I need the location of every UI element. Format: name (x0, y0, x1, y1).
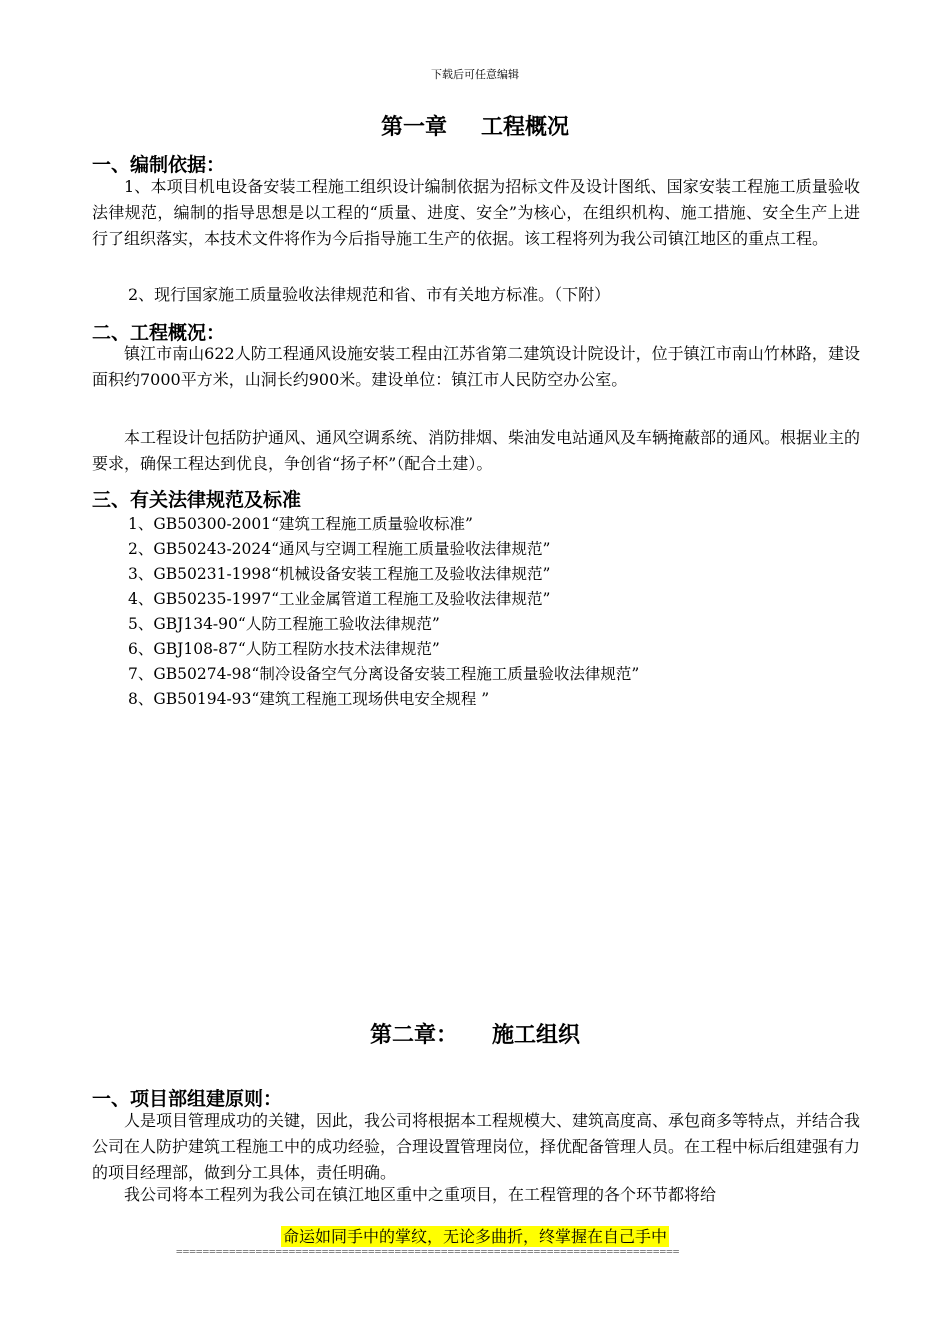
section-heading-standards: 三、有关法律规范及标准 (92, 489, 302, 511)
list-item: 7、GB50274-98“制冷设备空气分离设备安装工程施工质量验收法律规范” (128, 665, 640, 683)
paragraph-basis-2: 2、现行国家施工质量验收法律规范和省、市有关地方标准。（下附） (128, 285, 611, 304)
chapter-1-name: 工程概况 (481, 115, 570, 140)
list-item: 3、GB50231-1998“机械设备安装工程施工及验收法律规范” (128, 565, 551, 583)
chapter-1-title (0, 110, 950, 141)
page-header: 下载后可任意编辑 (431, 68, 519, 81)
chapter-2-label: 第二章： (369, 1023, 458, 1048)
list-item: 8、GB50194-93“建筑工程施工现场供电安全规程 ” (128, 690, 490, 708)
section-heading-basis: 一、编制依据： (92, 154, 226, 176)
paragraph-overview-2: 本工程设计包括防护通风、通风空调系统、消防排烟、柴油发电站通风及车辆掩蔽部的通风。根据业主的要求，确保工程达到优良，争创省“扬子杯”（配合土建）。 (92, 428, 861, 473)
section-heading-overview: 二、工程概况： (92, 322, 226, 344)
list-item: 2、GB50243-2024“通风与空调工程施工质量验收法律规范” (128, 540, 551, 558)
list-item: 6、GBJ108-87“人防工程防水技术法律规范” (128, 640, 440, 658)
paragraph-project-department-2: 我公司将本工程列为我公司在镇江地区重中之重项目，在工程管理的各个环节都将给 (124, 1185, 717, 1204)
chapter-2-title (0, 1018, 950, 1049)
paragraph-overview-1: 镇江市南山622人防工程通风设施安装工程由江苏省第二建筑设计院设计，位于镇江市南山竹林路，建设面积约7000平方米，山洞长约900米。建设单位：镇江市人民防空办公室。 (92, 344, 860, 389)
footer-divider: ============================================================================ (176, 1246, 680, 1258)
chapter-1-label: 第一章 (380, 115, 447, 140)
list-item: 4、GB50235-1997“工业金属管道工程施工及验收法律规范” (128, 590, 551, 608)
standards-list (128, 512, 639, 712)
chapter-2-name: 施工组织 (492, 1023, 581, 1048)
footer-slogan-text: 命运如同手中的掌纹，无论多曲折，终掌握在自己手中 (282, 1227, 667, 1246)
footer-slogan (0, 1224, 950, 1247)
list-item: 1、GB50300-2001“建筑工程施工质量验收标准” (128, 515, 473, 533)
paragraph-basis-1: 1、本项目机电设备安装工程施工组织设计编制依据为招标文件及设计图纸、国家安装工程施工质量验收法律规范，编制的指导思想是以工程的“质量、进度、安全”为核心，在组织机构、施工措施、安全生产上进行了组织落实，本技术文件将作为今后指导施工生产的依据。该工程将列为我公司镇江地区的重点工程。 (92, 177, 860, 248)
list-item: 5、GBJ134-90“人防工程施工验收法律规范” (128, 615, 440, 633)
paragraph-project-department-1: 人是项目管理成功的关键，因此，我公司将根据本工程规模大、建筑高度高、承包商多等特点，并结合我公司在人防护建筑工程施工中的成功经验，合理设置管理岗位，择优配备管理人员。在工程中标后组建强有力的项目经理部，做到分工具体，责任明确。 (92, 1111, 861, 1182)
section-heading-project-department: 一、项目部组建原则： (92, 1088, 283, 1110)
